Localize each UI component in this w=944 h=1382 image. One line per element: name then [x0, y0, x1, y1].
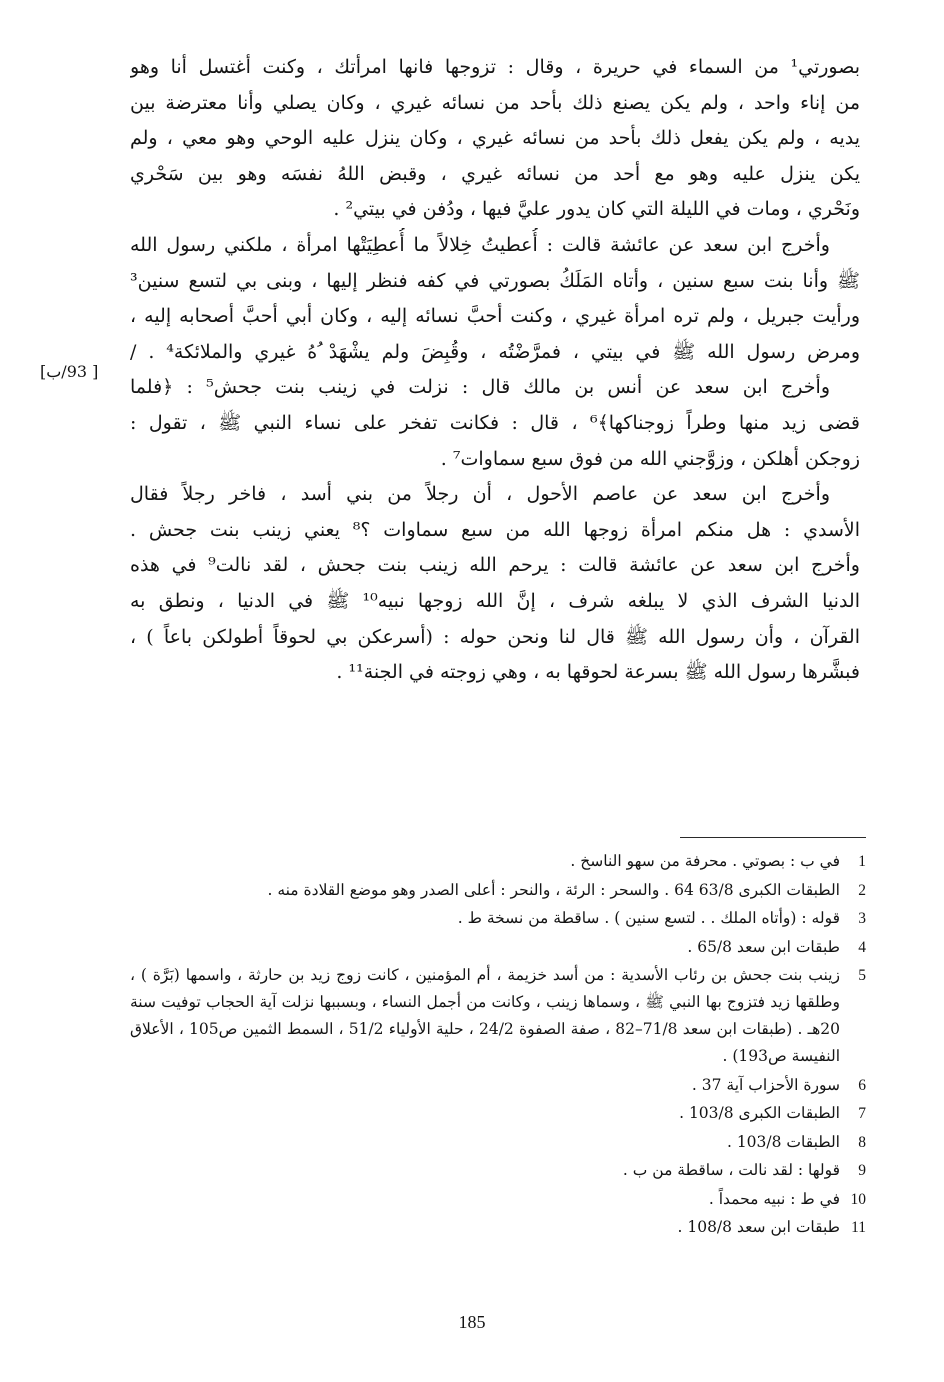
text-line: يديه ، ولم يكن يفعل ذلك بأحد من نسائه غيري ، وكان ينزل عليه الوحي وهو معي ، ولم [130, 127, 860, 150]
text-line: وأخرج ابن سعد عن أنس بن مالك قال : نزلت في زينب بنت جحش⁵ : ﴿فلما [130, 376, 830, 399]
text-line: ونَحْري ، ومات في الليلة التي كان يدور عليَّ فيها ، ودُفن في بيتي² . [333, 198, 860, 221]
text-line: القرآن ، وأن رسول الله ﷺ قال لنا ونحن حوله : (أسرعكن بي لحوقاً أطولكن باعاً ) ، [130, 625, 860, 648]
footnote-number: 11 [851, 1219, 866, 1236]
footnote [130, 962, 866, 1070]
footnote-number: 8 [858, 1133, 866, 1151]
footnote [130, 848, 866, 875]
text-line: وأخرج ابن سعد عن عاصم الأحول ، أن رجلاً من بني أسد ، فاخر رجلاً فقال [130, 483, 830, 506]
footnote-text: طبقات ابن سعد 65/8 . [687, 937, 840, 956]
footnote [130, 1186, 866, 1213]
footnote [130, 1100, 866, 1127]
footnote-number: 4 [858, 938, 866, 956]
footnote-number: 9 [858, 1162, 866, 1179]
text-line: وأخرج ابن سعد عن عائشة قالت : أُعطيتُ خِلالاً ما أُعطِيَتْها امرأة ، ملكني رسول الله [130, 233, 830, 256]
footnote-text: الطبقات الكبرى 103/8 . [679, 1104, 840, 1122]
text-line: ومرض رسول الله ﷺ في بيتي ، فمرَّضْتُه ، وقُبِضَ ولم يشْهَدْ ُهُ غيري والملائكة⁴ . / [130, 340, 860, 363]
footnote-divider [680, 837, 866, 838]
footnote-text: في ط : نبيه محمداً . [708, 1189, 840, 1208]
footnote-number: 7 [858, 1105, 866, 1122]
footnote-text: قوله : (وأتاه الملك . . لتسع سنين ) . ساقطة من نسخة ط . [457, 909, 840, 927]
footnote [130, 1129, 866, 1156]
text-line: من إناء واحد ، ولم يكن يصنع ذلك بأحد من نسائه غيري ، وكان يصلي وأنا معترضة بين [130, 91, 860, 114]
footnote-text: طبقات ابن سعد 108/8 . [677, 1218, 840, 1236]
footnote-text: الطبقات الكبرى 63/8 64 . والسحر : الرئة ، والنحر : أعلى الصدر وهو موضع القلادة منه . [267, 880, 840, 899]
text-line: زوجكن أهلكن ، وزوَّجني الله من فوق سبع سماوات⁷ . [440, 447, 860, 470]
text-line: وأخرج ابن سعد عن عائشة قالت : يرحم الله زينب بنت جحش ، لقد نالت⁹ في هذه [130, 554, 860, 577]
main-text [130, 50, 860, 691]
footnote-text: في ب : بصوتي . محرفة من سهو الناسخ . [570, 852, 840, 870]
text-line: ورأيت جبريل ، ولم تره امرأة غيري ، وكنت أحبَّ نسائه إليه ، وكان أبي أحبَّ أصحابه إليه ، [130, 305, 860, 328]
text-line: بصورتي¹ من السماء في حريرة ، وقال : تزوجها فانها امرأتك ، وكنت أغتسل أنا وهو [130, 56, 860, 78]
text-line: ﷺ وأنا بنت سبع سنين ، وأتاه المَلَكُ بصورتي في كفه فنظر إليها ، وبنى بي لتسع سنين³ [130, 269, 860, 292]
footnotes-list [130, 848, 866, 1243]
footnote-text: سورة الأحزاب آية 37 . [691, 1075, 840, 1094]
footnote-number: 2 [858, 881, 866, 899]
text-line: يكن ينزل عليه وهو مع أحد من نسائه غيري ، وقبض اللهُ نفسَه وهو بين سَحْري [130, 162, 860, 185]
footnote [130, 1157, 866, 1184]
footnote [130, 905, 866, 932]
footnote-number: 1 [858, 853, 866, 870]
footnote [130, 877, 866, 904]
footnote-number: 6 [858, 1076, 866, 1094]
page-number: 185 [458, 1312, 486, 1332]
text-line: الأسدي : هل منكم امرأة زوجها الله من سبع سماوات ؟⁸ يعني زينب بنت جحش . [130, 518, 860, 541]
footnote-text: قولها : لقد نالت ، ساقطة من ب . [622, 1161, 840, 1179]
footnote [130, 934, 866, 961]
manuscript-folio-marker: [ 93/ب] [40, 362, 99, 381]
footnote [130, 1072, 866, 1099]
text-line: فبشَّرها رسول الله ﷺ بسرعة لحوقها به ، وهي زوجته في الجنة¹¹ . [336, 661, 860, 684]
footnote-text: زينب بنت جحش بن رئاب الأسدية : من أسد خزيمة ، أم المؤمنين ، كانت زوج زيد بن حارثة ، واسمها (بَرَّة ) ، وطلقها زيد فتزوج بها النبي ﷺ ، وسماها زينب ، وكانت من أجمل النساء ، وبسببها نزلت آية الحجاب توفيت سنة 20هـ . (طبقات ابن سعد 71/8–82 ، صفة الصفوة 24/2 ، حلية الأولياء 51/2 ، السمط الثمين ص105 ، الأعلاق النفيسة ص193) . [130, 966, 841, 1065]
text-line: قضى زيد منها وطراً زوجناكها﴾⁶ ، قال : فكانت تفخر على نساء النبي ﷺ ، تقول : [130, 411, 860, 434]
footnote-number: 10 [850, 1190, 866, 1208]
footnote-text: الطبقات 103/8 . [726, 1132, 840, 1151]
footnote-number: 3 [858, 910, 866, 927]
text-line: الدنيا الشرف الذي لا يبلغه شرف ، إنَّ الله زوجها نبيه¹⁰ ﷺ في الدنيا ، ونطق به [130, 589, 860, 612]
footnote [130, 1214, 866, 1241]
footnote-number: 5 [858, 967, 866, 984]
